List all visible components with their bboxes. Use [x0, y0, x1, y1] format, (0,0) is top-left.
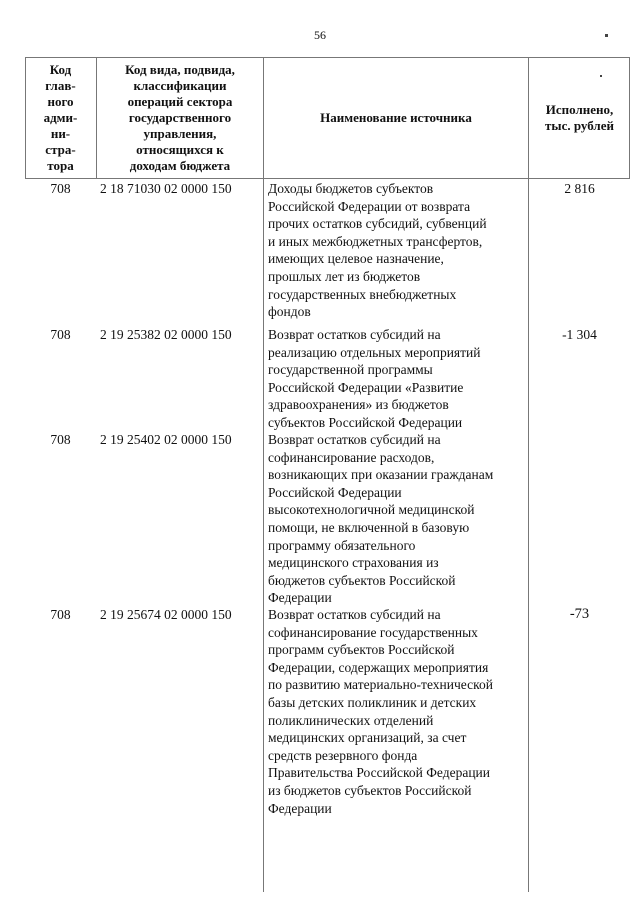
- source-name-line: базы детских поликлиник и детских: [268, 694, 477, 710]
- source-name-line: программу обязательного: [268, 537, 416, 553]
- header-class-code-text: [125, 62, 235, 174]
- scan-speck: [605, 34, 608, 37]
- header-bottom-border: [25, 178, 630, 179]
- header-source-name: [264, 57, 528, 178]
- header-line: Код вида, подвида,: [125, 61, 235, 77]
- source-name-line: софинансирование расходов,: [268, 449, 435, 465]
- budget-table: [25, 57, 630, 892]
- classification-code-cell: 2 19 25402 02 0000 150: [100, 432, 232, 447]
- source-name-line: бюджетов субъектов Российской: [268, 572, 456, 588]
- header-line: тыс. рублей: [545, 117, 614, 133]
- header-line: классификации: [133, 77, 227, 93]
- source-name-line: государственной программы: [268, 362, 433, 378]
- source-name-line: Российской Федерации от возврата: [268, 198, 471, 214]
- header-line: Исполнено,: [545, 101, 614, 117]
- scan-speck: [600, 75, 602, 77]
- source-name-cell: [268, 326, 526, 432]
- admin-code-cell: 708: [50, 607, 71, 622]
- classification-code-cell: 2 19 25382 02 0000 150: [100, 327, 232, 342]
- header-line: управления,: [143, 125, 217, 141]
- amount-cell: -73: [569, 606, 590, 622]
- header-line: адми-: [43, 109, 78, 125]
- source-name-line: субъектов Российской Федерации: [268, 414, 463, 430]
- source-name-line: софинансирование государственных: [268, 624, 478, 640]
- source-name-line: Федерации, содержащих мероприятия: [268, 659, 489, 675]
- source-name-line: фондов: [268, 304, 311, 320]
- source-name-line: Возврат остатков субсидий на: [268, 607, 441, 622]
- admin-code-cell: 708: [50, 432, 71, 447]
- source-name-line: высокотехнологичной медицинской: [268, 502, 475, 518]
- header-class-code: [97, 57, 263, 178]
- source-name-line: реализацию отдельных мероприятий: [268, 344, 481, 360]
- source-name-cell: [268, 180, 526, 321]
- header-admin-code: [25, 57, 96, 178]
- source-name-line: прошлых лет из бюджетов: [268, 268, 421, 284]
- header-line: глав-: [45, 77, 76, 93]
- source-name-line: из бюджетов субъектов Российской: [268, 782, 472, 798]
- source-name-line: средств резервного фонда: [268, 747, 418, 763]
- header-line: ного: [47, 93, 74, 109]
- classification-code-cell: 2 19 25674 02 0000 150: [100, 607, 232, 622]
- admin-code-cell: 708: [50, 327, 71, 342]
- header-line: ни-: [50, 125, 71, 141]
- page-number: 56: [314, 28, 326, 42]
- source-name-line: прочих остатков субсидий, субвенций: [268, 216, 487, 232]
- source-name-line: Российской Федерации: [268, 484, 402, 500]
- source-name-line: и иных межбюджетных трансфертов,: [268, 233, 483, 249]
- header-line: стра-: [45, 141, 76, 157]
- source-name-line: Федерации: [268, 800, 332, 816]
- source-name-line: Федерации: [268, 590, 332, 606]
- header-source-name-text: [320, 110, 472, 126]
- header-line: операций сектора: [127, 93, 233, 109]
- source-name-line: помощи, не включенной в базовую: [268, 519, 470, 535]
- admin-code-cell: 708: [50, 181, 71, 196]
- source-name-line: по развитию материально-технической: [268, 677, 493, 693]
- source-name-line: государственных внебюджетных: [268, 286, 457, 302]
- amount-cell: 2 816: [564, 181, 595, 196]
- source-name-line: Российской Федерации «Развитие: [268, 379, 464, 395]
- source-name-cell: [268, 431, 526, 607]
- source-name-line: здравоохранения» из бюджетов: [268, 397, 449, 413]
- header-line: тора: [47, 157, 74, 173]
- header-executed: [529, 57, 630, 178]
- header-line: относящихся к: [136, 141, 224, 157]
- source-name-line: Возврат остатков субсидий на: [268, 327, 441, 342]
- source-name-line: возникающих при оказании гражданам: [268, 467, 494, 483]
- source-name-line: программ субъектов Российской: [268, 642, 455, 658]
- source-name-line: поликлинических отделений: [268, 712, 434, 728]
- header-admin-code-text: [44, 62, 78, 174]
- source-name-line: Возврат остатков субсидий на: [268, 432, 441, 447]
- amount-cell: -1 304: [562, 327, 597, 342]
- header-line: государственного: [128, 109, 232, 125]
- header-executed-text: [545, 102, 614, 134]
- source-name-line: медицинских организаций, за счет: [268, 730, 467, 746]
- header-line: Наименование источника: [320, 109, 472, 125]
- source-name-line: имеющих целевое назначение,: [268, 251, 444, 267]
- source-name-cell: [268, 606, 526, 817]
- classification-code-cell: 2 18 71030 02 0000 150: [100, 181, 232, 196]
- source-name-line: Доходы бюджетов субъектов: [268, 181, 434, 196]
- header-line: Код: [49, 61, 72, 77]
- source-name-line: Правительства Российской Федерации: [268, 765, 490, 781]
- header-line: доходам бюджета: [129, 157, 231, 173]
- source-name-line: медицинского страхования из: [268, 555, 439, 571]
